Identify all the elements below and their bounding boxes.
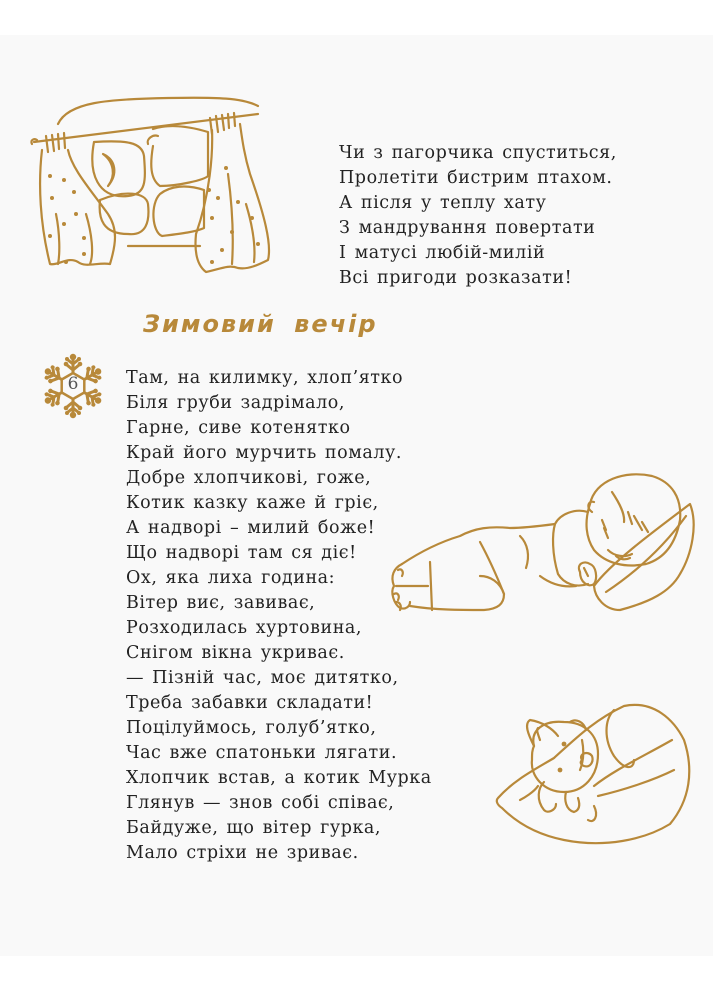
window-curtains-illustration: [28, 94, 308, 274]
poem-line: Всі пригоди розказати!: [339, 268, 573, 288]
poem-line: Розходилась хуртовина,: [126, 618, 363, 638]
poem-line: А надворі – милий боже!: [126, 518, 376, 538]
poem-line: Треба забавки складати!: [126, 693, 374, 713]
poem-line: Край його мурчить помалу.: [126, 443, 402, 463]
poem-line: Котик казку каже й гріє,: [126, 493, 379, 513]
poem-line: Поцілуймось, голуб’ятко,: [126, 718, 377, 738]
cat-illustration: [494, 700, 704, 850]
poem-line: Добре хлопчикові, гоже,: [126, 468, 372, 488]
poem-title: Зимовий вечір: [143, 310, 378, 338]
sleeping-boy-illustration: [380, 464, 700, 614]
poem-number-badge: [38, 352, 108, 420]
poem-line: А після у теплу хату: [339, 193, 547, 213]
poem-line: Хлопчик встав, а котик Мурка: [126, 768, 432, 788]
poem-line: Мало стріхи не зриває.: [126, 843, 359, 863]
cat-icon: [494, 700, 704, 850]
poem-line: Чи з пагорчика спуститься,: [339, 143, 617, 163]
poem-body: [126, 366, 432, 866]
poem-line: Снігом вікна укриває.: [126, 643, 345, 663]
poem-line: Там, на килимку, хлоп’ятко: [126, 368, 404, 388]
poem-line: Гарне, сиве котенятко: [126, 418, 351, 438]
poem-continuation: [339, 141, 617, 291]
window-icon: [28, 94, 308, 274]
poem-line: І матусі любій-милій: [339, 243, 546, 263]
poem-line: Ох, яка лиха година:: [126, 568, 336, 588]
poem-number: 6: [67, 374, 79, 394]
sleeping-boy-icon: [380, 464, 700, 614]
poem-line: Пролетіти бистрим птахом.: [339, 168, 613, 188]
poem-line: Час вже спатоньки лягати.: [126, 743, 398, 763]
poem-line: Байдуже, що вітер гурка,: [126, 818, 382, 838]
poem-line: Що надворі там ся діє!: [126, 543, 357, 563]
poem-line: Глянув — знов собі співає,: [126, 793, 395, 813]
poem-line: Біля груби задрімало,: [126, 393, 345, 413]
poem-line: З мандрування повертати: [339, 218, 596, 238]
poem-line: Вітер виє, завиває,: [126, 593, 316, 613]
poem-line: — Пізній час, моє дитятко,: [126, 668, 399, 688]
